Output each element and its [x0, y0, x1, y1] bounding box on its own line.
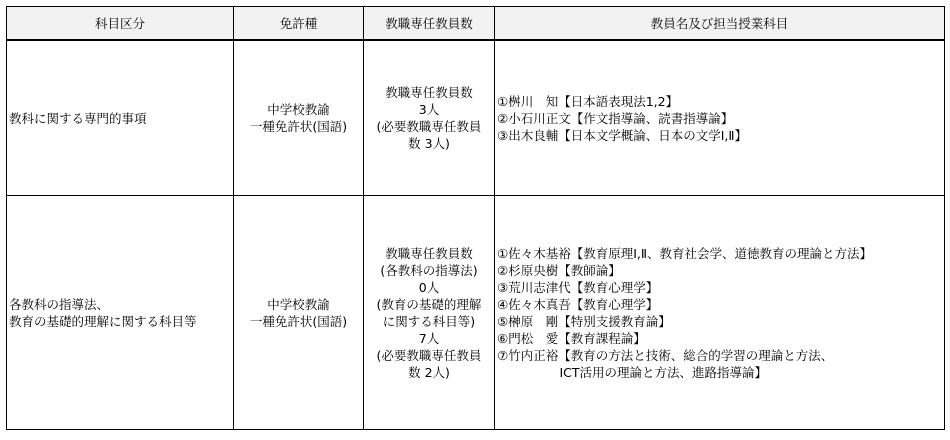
subject-category-cell — [7, 196, 234, 430]
teacher-courses-cell — [495, 196, 945, 430]
license-text: 一種免許状(国語) — [249, 313, 348, 329]
teacher-course-entry: ①佐々木基裕【教育原理Ⅰ,Ⅱ、教育社会学、道徳教育の理論と方法】 — [497, 245, 873, 261]
teacher-courses-cell — [495, 40, 945, 196]
teacher-course-entry: ③出木良輔【日本文学概論、日本の文学Ⅰ,Ⅱ】 — [497, 127, 748, 143]
teacher-count-text: (各教科の指導法) — [380, 262, 478, 278]
teacher-count-text: に関する科目等) — [382, 313, 476, 329]
subject-category-text: 教科に関する専門的事項 — [9, 110, 147, 126]
teacher-count-text: 教職専任教員数 — [385, 85, 473, 100]
teacher-course-entry: ④佐々木真吾【教育心理学】 — [497, 296, 659, 312]
header-license-type: 免許種 — [234, 7, 364, 41]
teacher-count-text: 0人 — [418, 279, 440, 295]
teacher-course-entry: ⑤榊原 剛【特別支援教育論】 — [497, 313, 671, 329]
license-text: 中学校教諭 — [267, 102, 330, 117]
teacher-staffing-table — [6, 6, 945, 430]
teacher-course-entry: ⑦竹内正裕【教育の方法と技術、総合的学習の理論と方法、 — [497, 347, 834, 363]
header-teacher-and-courses: 教員名及び担当授業科目 — [495, 7, 945, 41]
table-row — [7, 196, 945, 430]
teacher-count-text: 7人 — [418, 330, 440, 346]
teacher-count-text: 数 2人) — [408, 364, 450, 380]
teacher-count-cell — [364, 40, 495, 196]
license-text: 中学校教諭 — [267, 296, 330, 312]
license-cell — [234, 196, 364, 430]
teacher-count-text: (教育の基礎的理解 — [376, 296, 482, 312]
teacher-count-text: 教職専任教員数 — [385, 245, 473, 261]
subject-category-text: 教育の基礎的理解に関する科目等 — [9, 313, 197, 329]
teacher-course-entry: ③荒川志津代【教育心理学】 — [497, 279, 659, 295]
subject-category-text: 各教科の指導法、 — [9, 296, 110, 312]
subject-category-cell — [7, 40, 234, 196]
teacher-count-cell — [364, 196, 495, 430]
license-cell — [234, 40, 364, 196]
header-row — [7, 7, 945, 41]
teacher-count-text: (必要教職専任教員 — [376, 347, 482, 363]
header-subject-category: 科目区分 — [7, 7, 234, 41]
teacher-count-text: 3人 — [418, 102, 440, 117]
teacher-count-text: (必要教職専任教員 — [376, 119, 482, 134]
teacher-count-text: 数 3人) — [408, 136, 450, 151]
header-dedicated-teacher-count: 教職専任教員数 — [364, 7, 495, 41]
teacher-course-entry: ②杉原央樹【教師論】 — [497, 262, 621, 278]
table-row — [7, 40, 945, 196]
teacher-course-entry: ②小石川正文【作文指導論、読書指導論】 — [497, 110, 734, 126]
teacher-course-entry: ⑥門松 愛【教育課程論】 — [497, 330, 646, 346]
teacher-course-entry: ①桝川 知【日本語表現法1,2】 — [497, 93, 679, 109]
license-text: 一種免許状(国語) — [249, 119, 348, 134]
teacher-course-entry: ICT活用の理論と方法、進路指導論】 — [497, 364, 768, 380]
